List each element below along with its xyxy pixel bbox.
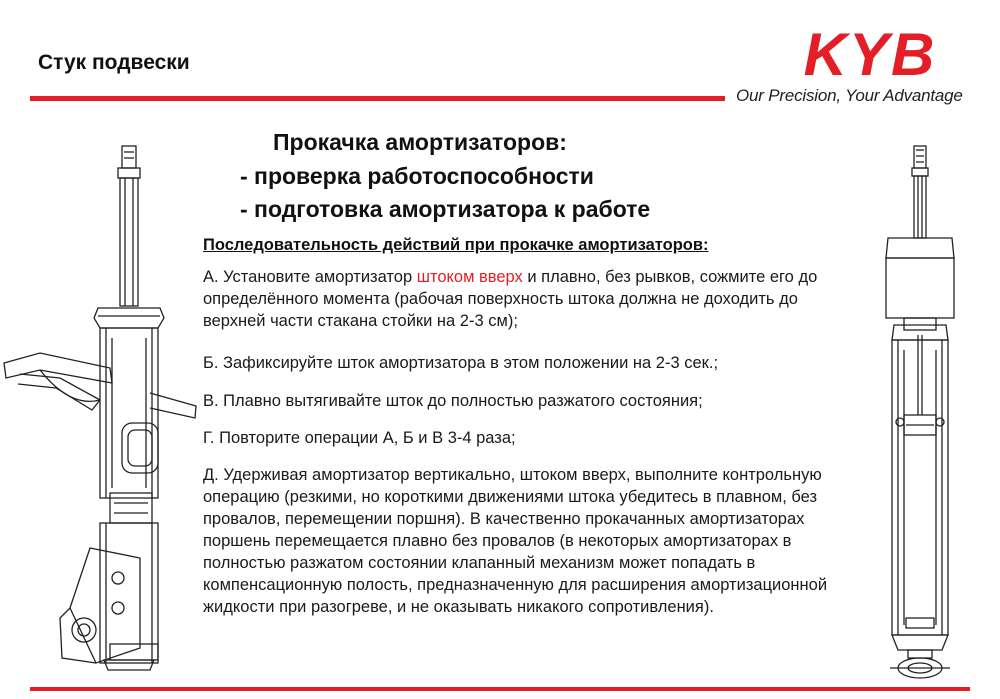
footer-divider (30, 687, 970, 691)
slide-title-line-1: Прокачка амортизаторов: (273, 129, 567, 155)
shock-absorber-drawing (870, 140, 970, 685)
step-g: Г. Повторите операции А, Б и В 3-4 раза; (203, 429, 516, 447)
step-a-suffix: и плавно, без рывков, сожмите его до определённого момента (рабочая поверхность штока должна не доходить до верхней части стакана стойки на 2-3 см); (203, 268, 818, 330)
page-title: Стук подвески (38, 51, 190, 74)
step-a (203, 266, 843, 332)
slide-title-line-2: - проверка работоспособности (240, 163, 594, 189)
step-d: Д. Удерживая амортизатор вертикально, штоком вверх, выполните контрольную операцию (резкими, но короткими движениями штока убедитесь в плавном, без провалов, перемещении поршня). В качественно прокачанных амортизаторах поршень перемещается плавно без провалов (в некоторых амортизаторах в полностью разжатом состоянии клапанный механизм может попадать в компенсационную полость, предназначенную для расширения амортизационной жидкости при разогреве, и не оказывать никакого сопротивления). (203, 466, 828, 616)
strut-assembly-drawing (0, 138, 200, 678)
step-a-highlight: штоком вверх (416, 268, 523, 286)
step-b: Б. Зафиксируйте шток амортизатора в этом положении на 2-3 сек.; (203, 354, 719, 372)
step-v: В. Плавно вытягивайте шток до полностью разжатого состояния; (203, 392, 703, 410)
kyb-logo (768, 28, 973, 80)
header-divider (30, 95, 725, 102)
step-a-prefix: А. Установите амортизатор (203, 268, 417, 286)
steps-heading: Последовательность действий при прокачке амортизаторов: (203, 236, 709, 254)
svg-text:KYB: KYB (803, 28, 937, 80)
slide-title-line-3: - подготовка амортизатора к работе (240, 196, 651, 222)
brand-tagline: Our Precision, Your Advantage (736, 86, 963, 105)
